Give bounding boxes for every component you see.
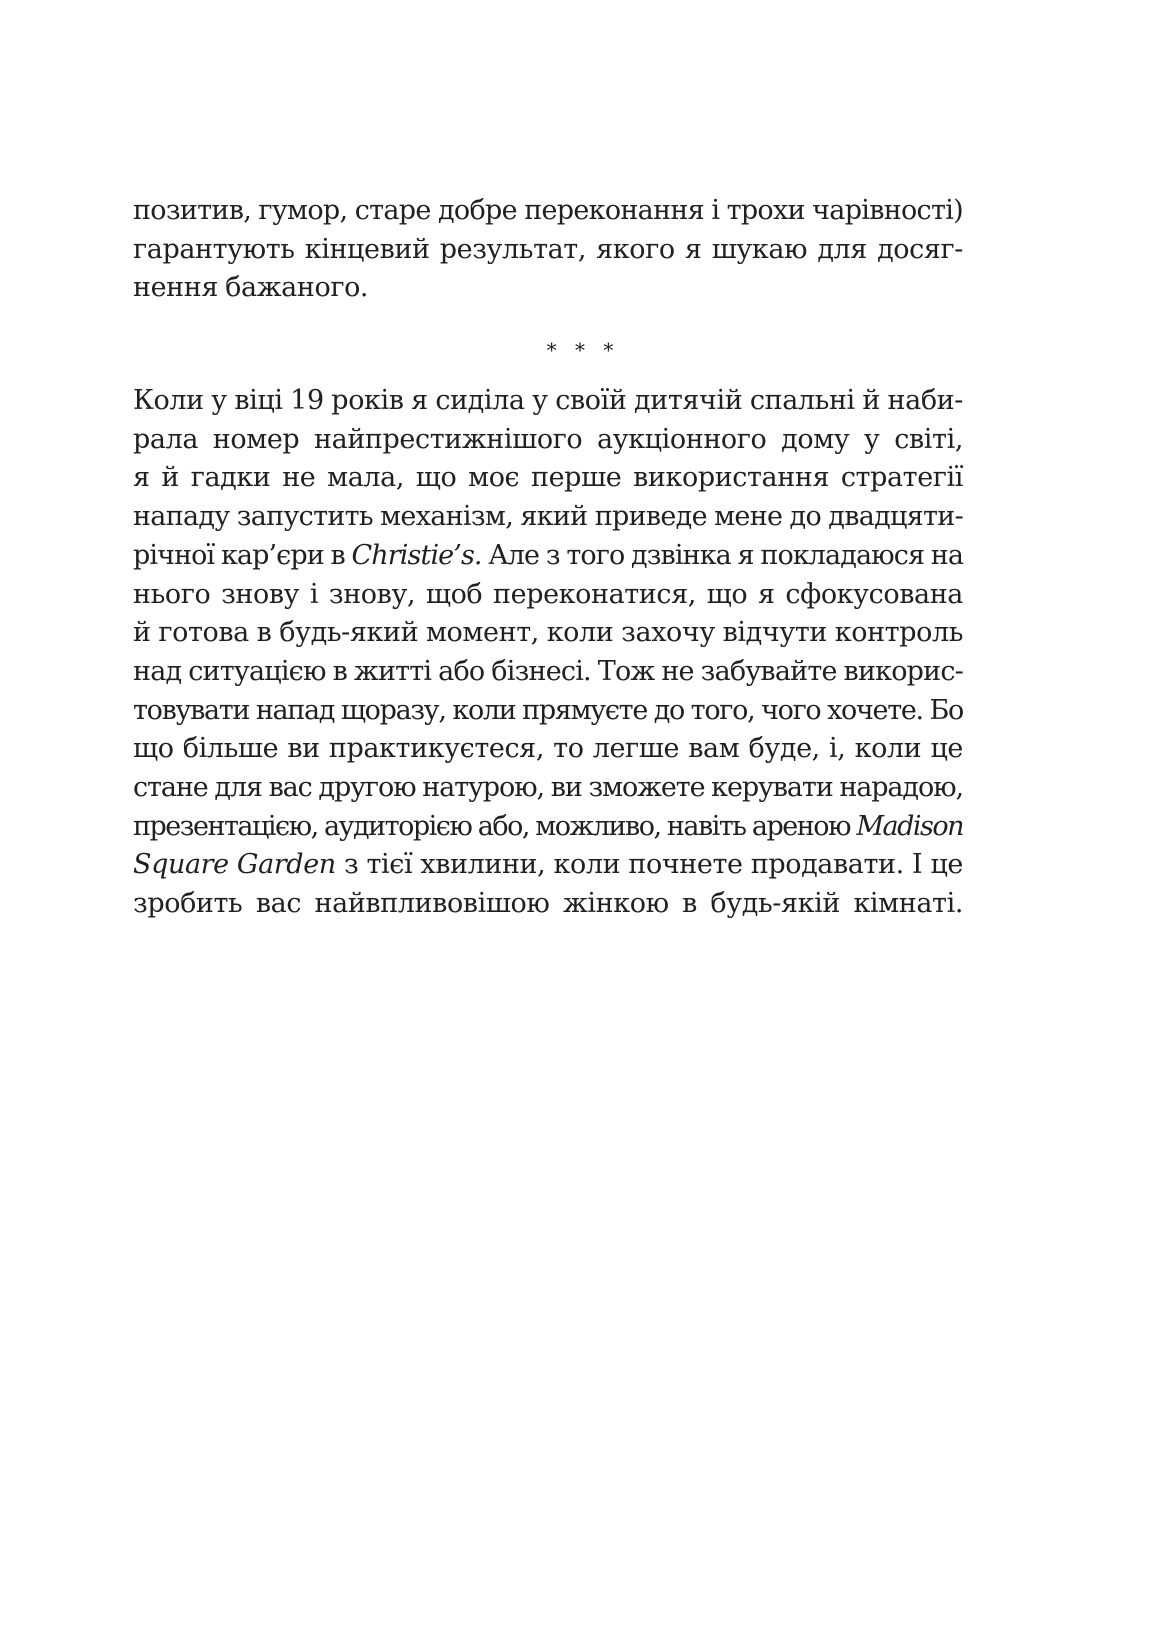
text-fragment: Але з того дзвінка я покладаюся на — [481, 539, 964, 571]
text-line: стане для вас другою натурою, ви зможете керувати нарадою, — [133, 772, 963, 804]
italic-title: Christie’s. — [351, 539, 482, 571]
text-line: Коли у віці 19 років я сиділа у своїй дитячій спальні й наби- — [133, 385, 963, 416]
section-separator: * * * — [546, 338, 620, 362]
text-line: рала номер найпрестижнішого аукціонного дому у світі, — [133, 423, 963, 455]
text-line: гарантують кінцевий результат, якого я шукаю для досяг- — [133, 233, 963, 265]
text-line: позитив, гумор, старе добре переконання і трохи чарівності) — [133, 195, 963, 226]
text-line — [133, 846, 963, 885]
text-line: нього знову і знову, щоб переконатися, що я сфокусована — [133, 578, 963, 610]
text-fragment: презентацією, аудиторією або, можливо, навіть ареною — [133, 810, 857, 842]
text-line: над ситуацією в житті або бізнесі. Тож не забувайте викорис- — [133, 655, 963, 687]
text-fragment: річної кар’єри в — [133, 539, 352, 571]
text-fragment: з тієї хвилини, коли почнете продавати. І це — [335, 849, 963, 881]
text-line: що більше ви практикуєтеся, то легше вам буде, і, коли це — [133, 733, 963, 765]
paragraph-main — [133, 382, 963, 924]
text-line: й готова в будь-який момент, коли захочу відчути контроль — [133, 617, 963, 649]
text-line: нападу запустить механізм, який приведе мене до двадцяти- — [133, 501, 963, 533]
text-line: нення бажаного. — [133, 272, 369, 304]
italic-title: Madison — [856, 810, 963, 842]
text-line — [133, 808, 963, 847]
text-line: зробить вас найвпливовішою жінкою в будь-якій кімнаті. — [133, 888, 963, 920]
text-line: я й гадки не мала, що моє перше використання стратегії — [133, 462, 963, 494]
text-line: товувати напад щоразу, коли прямуєте до того, чого хочете. Бо — [133, 694, 963, 726]
paragraph-continuation — [133, 192, 963, 308]
italic-title: Square Garden — [133, 849, 336, 881]
text-line — [133, 537, 963, 576]
